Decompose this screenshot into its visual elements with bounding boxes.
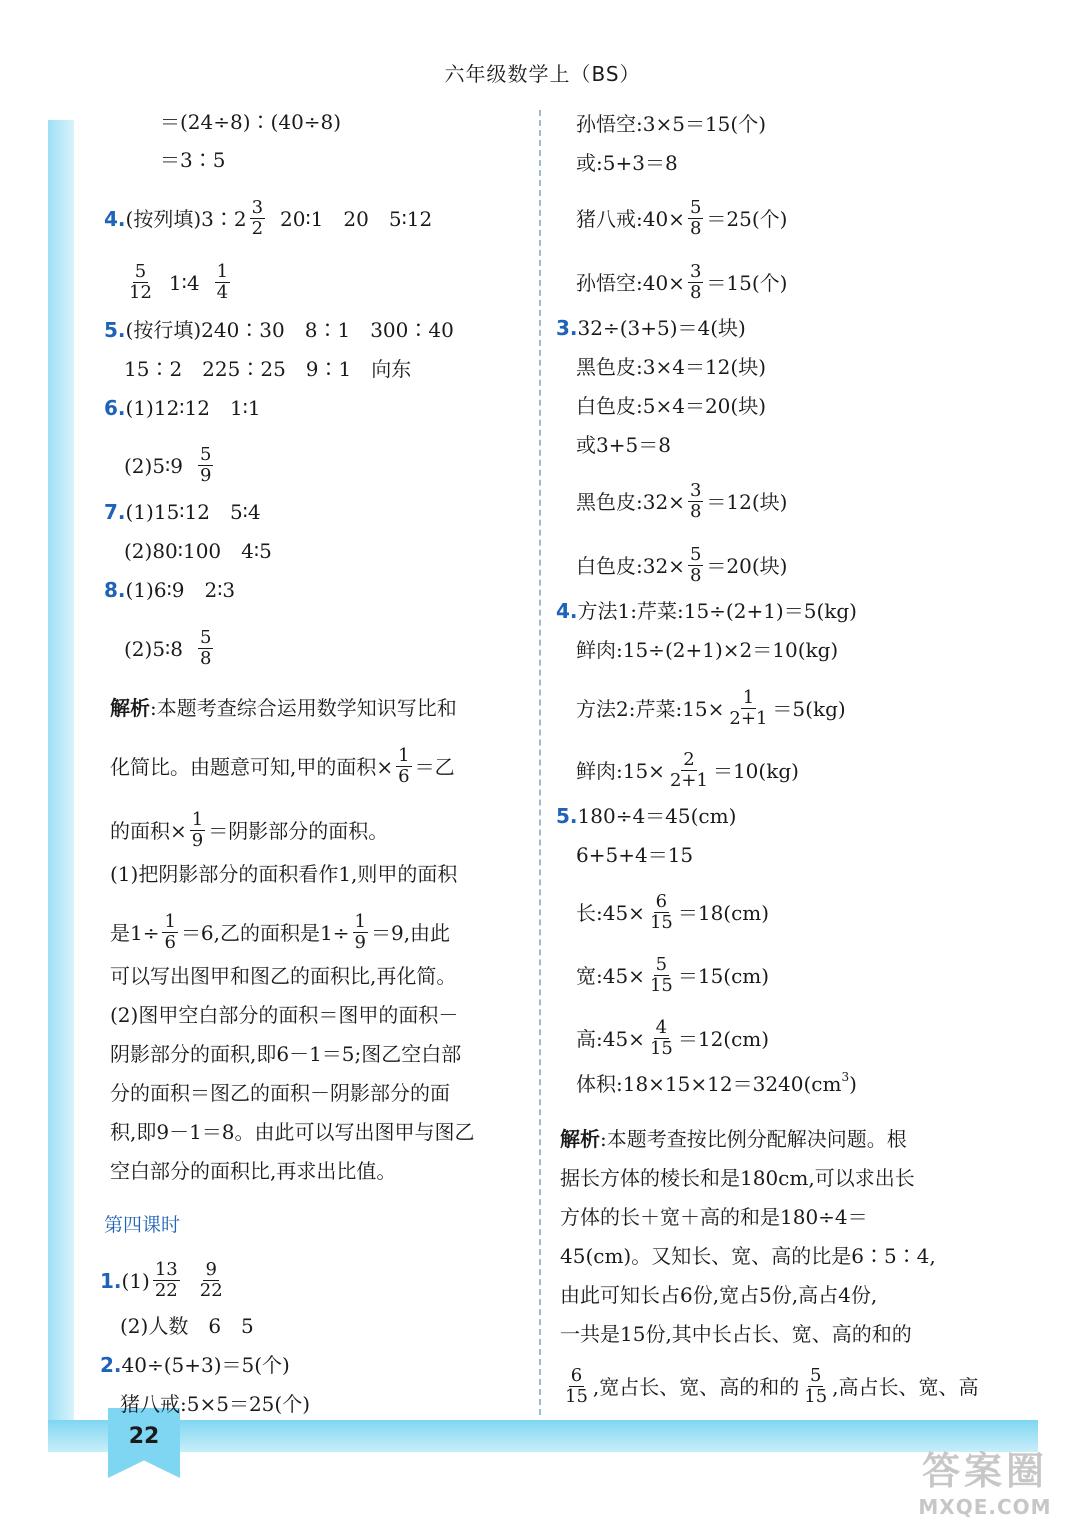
fraction: $\frac{5}{9}$: [199, 444, 212, 486]
fraction: $\frac{5}{8}$: [689, 197, 702, 239]
explanation-right-line-1: 解析 :本题考查按比例分配解决问题。根: [560, 1127, 907, 1151]
answer-text: (1)6∶9 2∶3: [125, 578, 236, 602]
question-number: 4.: [104, 206, 126, 231]
fraction: $\frac{4}{15}$: [649, 1017, 673, 1059]
answer-text: (1)15∶12 5∶4: [125, 500, 261, 524]
right-line-1: 孙悟空:3×5＝15(个): [576, 112, 766, 136]
explanation-label: 解析: [110, 696, 150, 720]
fraction: $\frac{3}{2}$: [251, 197, 264, 239]
question-number: 6.: [104, 396, 126, 420]
explanation-left-line-10: 积,即9－1＝8。由此可以写出图甲与图乙: [110, 1120, 475, 1144]
fraction: $\frac{6}{15}$: [565, 1365, 588, 1407]
explanation-text: 是1÷: [110, 920, 160, 945]
explanation-right-line-4: 45(cm)。又知长、宽、高的比是6∶5∶4,: [560, 1244, 936, 1268]
explanation-left-line-6: 可以写出图甲和图乙的面积比,再化简。: [110, 964, 457, 988]
right-line-13: 方法2:芹菜:15× $\frac{1}{2+1}$ ＝5(kg): [576, 687, 846, 729]
explanation-text: 化简比。由题意可知,甲的面积×: [110, 754, 394, 779]
answer-7: [104, 498, 261, 526]
fraction: $\frac{1}{9}$: [191, 809, 204, 851]
explanation-left-line-9: 分的面积＝图乙的面积－阴影部分的面: [110, 1081, 450, 1105]
fraction: $\frac{13}{22}$: [154, 1259, 178, 1301]
right-line-19: 高:45× $\frac{4}{15}$ ＝12(cm): [576, 1017, 770, 1059]
bottom-decorative-band: [48, 1420, 1038, 1452]
question-number: 3.: [556, 316, 578, 340]
explanation-label: 解析: [560, 1127, 600, 1151]
explanation-left-line-3: [110, 810, 388, 851]
lesson4-answer-2: [100, 1351, 290, 1379]
explanation-right-line-2: 据长方体的棱长和是180cm,可以求出长: [560, 1166, 915, 1190]
explanation-left-line-4: (1)把阴影部分的面积看作1,则甲的面积: [110, 862, 458, 886]
answer-text: (1): [121, 1268, 150, 1293]
left-decorative-band: [48, 120, 74, 1430]
fraction: $\frac{1}{2+1}$: [729, 687, 768, 729]
question-number: 5.: [104, 318, 126, 342]
question-number: 4.: [556, 599, 578, 623]
right-line-10: 白色皮:32× $\frac{5}{8}$ ＝20(块): [576, 544, 788, 586]
explanation-text: 的面积×: [110, 818, 187, 843]
explanation-right-line-7: $\frac{6}{15}$ ,宽占长、宽、高的和的 $\frac{5}{15}$ ,高占长、宽、高: [565, 1365, 979, 1407]
question-number: 2.: [100, 1353, 122, 1377]
answer-text: (1)12∶12 1∶1: [125, 396, 261, 420]
fraction: $\frac{1}{9}$: [354, 911, 366, 953]
lesson4-answer-1-part-2: (2)人数 6 5: [120, 1314, 254, 1338]
answer-text: (2)5∶8: [124, 636, 183, 661]
explanation-text: ＝9,由此: [370, 920, 451, 945]
answer-4: [104, 198, 432, 239]
fraction: $\frac{3}{8}$: [689, 261, 702, 303]
answer-4-continued: [124, 262, 233, 303]
right-answer-5: 5. 180÷4＝45(cm): [556, 804, 737, 828]
answer-text: (按行填)240∶30 8∶1 300∶40: [125, 318, 454, 342]
answer-8-part-2: [124, 628, 216, 669]
fraction: $\frac{5}{8}$: [689, 544, 702, 586]
fraction: $\frac{5}{12}$: [129, 261, 152, 303]
fraction: $\frac{5}{15}$: [804, 1365, 828, 1407]
explanation-left-line-7: (2)图甲空白部分的面积＝图甲的面积－: [110, 1003, 459, 1027]
explanation-text: ＝阴影部分的面积。: [208, 818, 389, 843]
right-line-3: 猪八戒:40× $\frac{5}{8}$ ＝25(个): [576, 197, 788, 239]
fraction: $\frac{1}{6}$: [398, 745, 410, 787]
right-line-4: 孙悟空:40× $\frac{3}{8}$ ＝15(个): [576, 261, 788, 303]
question-number: 7.: [104, 500, 126, 524]
explanation-left-line-2: [110, 746, 455, 787]
lesson4-answer-2-continued: 猪八戒:5×5＝25(个): [120, 1392, 310, 1416]
left-line-2: ＝3∶5: [160, 148, 226, 172]
explanation-left-line-5: [110, 912, 450, 953]
answer-text: (按列填)3∶2: [125, 206, 247, 231]
right-line-18: 宽:45× $\frac{5}{15}$ ＝15(cm): [576, 954, 770, 996]
page-title: 六年级数学上（BS）: [444, 62, 641, 86]
page-number: 22: [128, 1424, 160, 1449]
fraction: $\frac{1}{4}$: [216, 261, 229, 303]
explanation-right-line-5: 由此可知长占6份,宽占5份,高占4份,: [560, 1283, 878, 1307]
answer-text: 1∶4: [168, 270, 200, 295]
answer-6: [104, 394, 261, 422]
question-number: 1.: [100, 1268, 122, 1293]
explanation-text: ＝6,乙的面积是1÷: [180, 920, 350, 945]
answer-text: 40÷(5+3)＝5(个): [121, 1353, 290, 1377]
right-line-14: 鲜肉:15× $\frac{2}{2+1}$ ＝10(kg): [576, 749, 799, 791]
column-divider: [539, 110, 541, 1415]
right-line-6: 黑色皮:3×4＝12(块): [576, 355, 766, 379]
answer-5: [104, 316, 454, 344]
right-line-2: 或:5+3＝8: [576, 151, 678, 175]
answer-6-part-2: [124, 445, 216, 486]
right-line-8: 或3+5＝8: [576, 433, 671, 457]
right-line-16: 6+5+4＝15: [576, 843, 694, 867]
explanation-right-line-6: 一共是15份,其中长占长、宽、高的和的: [560, 1322, 912, 1346]
fraction: $\frac{2}{2+1}$: [669, 749, 708, 791]
answer-text: (2)5∶9: [124, 453, 183, 478]
right-line-20: 体积:18×15×12＝3240(cm 3 ): [576, 1070, 857, 1096]
fraction: $\frac{1}{6}$: [164, 911, 176, 953]
explanation-left-line-1: [110, 694, 457, 722]
watermark-url: MXQE.COM: [918, 1495, 1052, 1519]
right-line-7: 白色皮:5×4＝20(块): [576, 394, 766, 418]
question-number: 5.: [556, 804, 578, 828]
section-title: 第四课时: [104, 1214, 181, 1236]
explanation-text: ＝乙: [414, 754, 455, 779]
fraction: $\frac{3}{8}$: [689, 480, 702, 522]
right-answer-4: 4. 方法1:芹菜:15÷(2+1)＝5(kg): [556, 599, 857, 623]
answer-7-part-2: (2)80∶100 4∶5: [124, 539, 272, 563]
right-line-12: 鲜肉:15÷(2+1)×2＝10(kg): [576, 638, 839, 662]
fraction: $\frac{5}{15}$: [649, 954, 673, 996]
explanation-right-line-3: 方体的长＋宽＋高的和是180÷4＝: [560, 1205, 868, 1229]
right-line-17: 长:45× $\frac{6}{15}$ ＝18(cm): [576, 891, 770, 933]
fraction: $\frac{5}{8}$: [199, 627, 212, 669]
explanation-text: :本题考查综合运用数学知识写比和: [150, 696, 457, 720]
fraction: $\frac{9}{22}$: [199, 1259, 223, 1301]
watermark-logo: [900, 1440, 1070, 1519]
question-number: 8.: [104, 578, 126, 602]
explanation-left-line-11: 空白部分的面积比,再求出比值。: [110, 1159, 397, 1183]
answer-5-continued: 15∶2 225∶25 9∶1 向东: [124, 357, 412, 381]
watermark-text: 答案圈: [921, 1449, 1048, 1493]
left-line-1: ＝(24÷8)∶(40÷8): [160, 110, 342, 134]
explanation-left-line-8: 阴影部分的面积,即6－1＝5;图乙空白部: [110, 1042, 462, 1066]
lesson4-answer-1: [100, 1260, 228, 1301]
answer-text: 20∶1 20 5∶12: [280, 206, 433, 231]
fraction: $\frac{6}{15}$: [649, 891, 673, 933]
answer-8: [104, 576, 235, 604]
right-answer-3: 3. 32÷(3+5)＝4(块): [556, 316, 746, 340]
right-line-9: 黑色皮:32× $\frac{3}{8}$ ＝12(块): [576, 480, 788, 522]
